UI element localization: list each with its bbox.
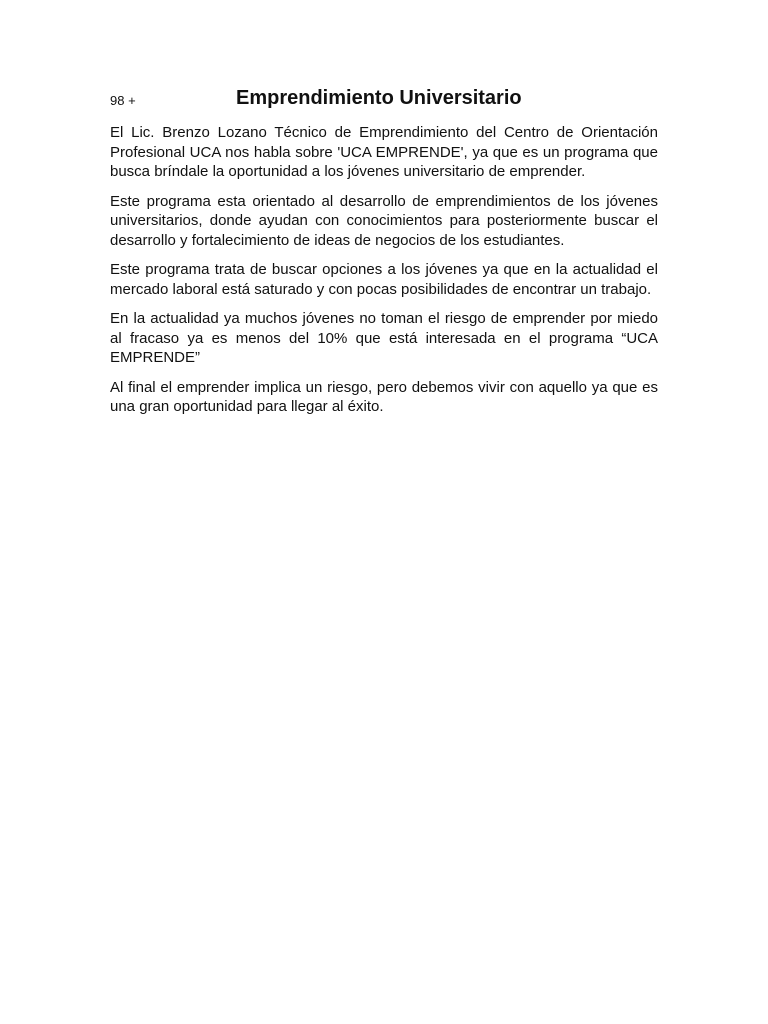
paragraph-2: Este programa esta orientado al desarrollo de emprendimientos de los jóvenes universitarios, donde ayudan con conocimientos para posteriormente buscar el desarrollo y fortalecimiento de ideas de negocios de los estudiantes. (110, 192, 658, 249)
page-number: 98 + (110, 93, 136, 108)
paragraph-5: Al final el emprender implica un riesgo, pero debemos vivir con aquello ya que es una gran oportunidad para llegar al éxito. (110, 378, 658, 415)
page-title: Emprendimiento Universitario (236, 87, 522, 109)
page-header (110, 84, 658, 116)
paragraph-4: En la actualidad ya muchos jóvenes no toman el riesgo de emprender por miedo al fracaso ya es menos del 10% que está interesada en el programa “UCA EMPRENDE” (110, 310, 658, 366)
paragraph-1: El Lic. Brenzo Lozano Técnico de Emprendimiento del Centro de Orientación Profesional UCA nos habla sobre 'UCA EMPRENDE', ya que es un programa que busca bríndale la oportunidad a los jóvenes universitario de emprender. (110, 124, 658, 180)
paragraph-3: Este programa trata de buscar opciones a los jóvenes ya que en la actualidad el mercado laboral está saturado y con pocas posibilidades de encontrar un trabajo. (110, 261, 658, 298)
article-body (110, 123, 658, 427)
